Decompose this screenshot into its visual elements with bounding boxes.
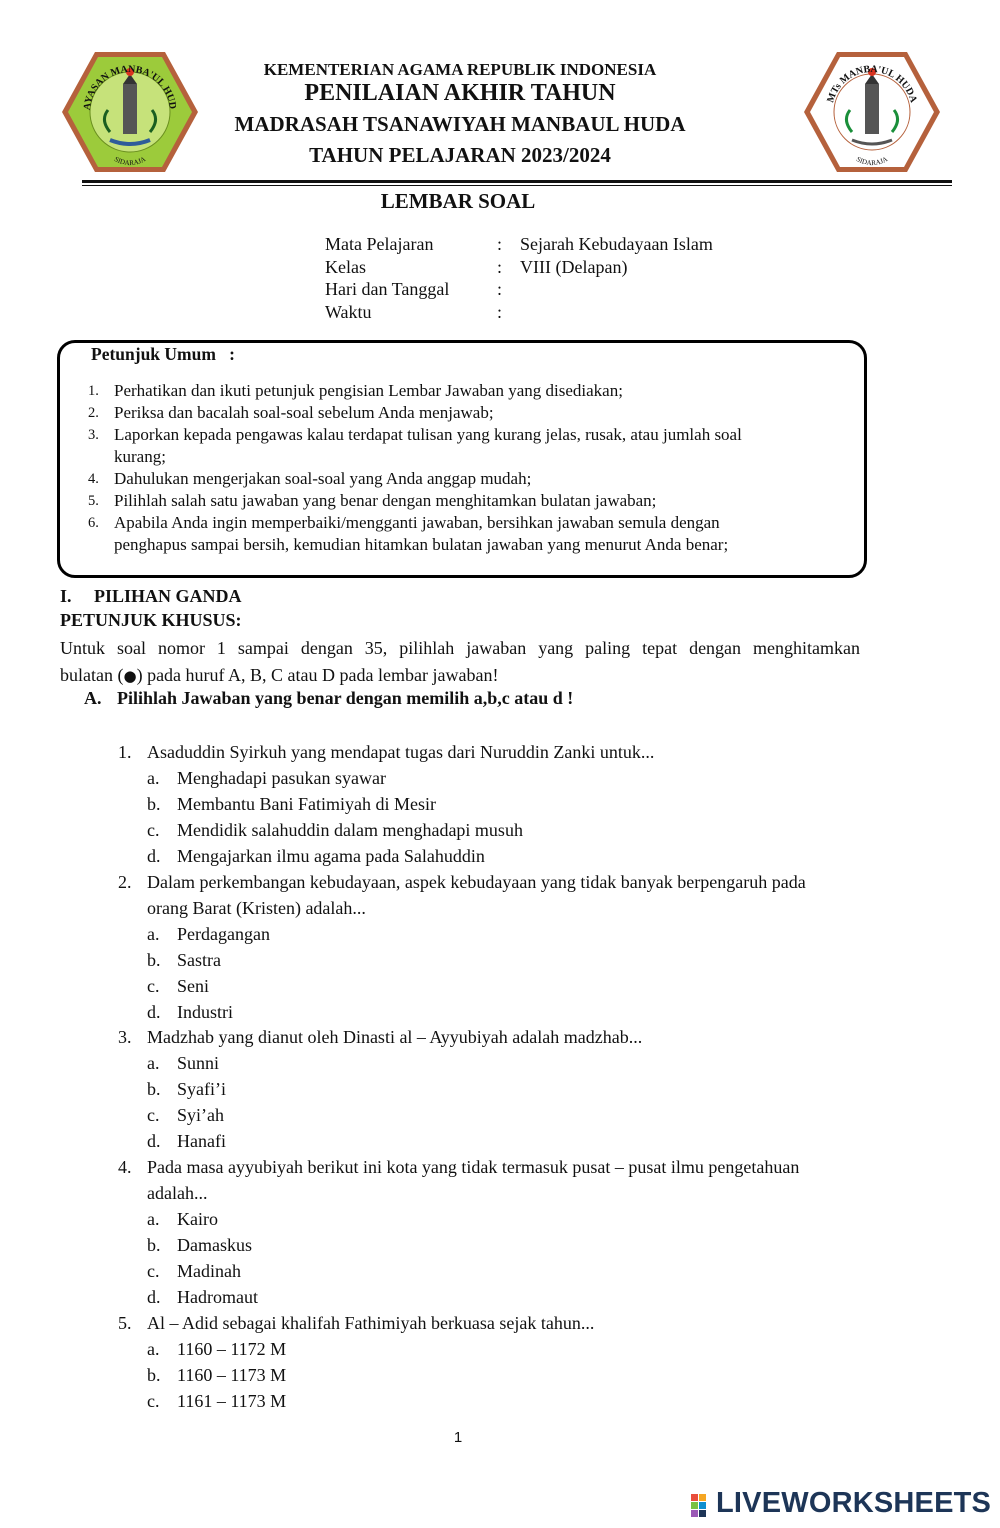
specific-instructions-text [60, 635, 860, 690]
info-separator: : [497, 279, 503, 299]
option-text: Perdagangan [177, 924, 270, 944]
option-text: Industri [177, 1002, 233, 1022]
option-text: Sastra [177, 950, 221, 970]
instructions-text-part: ) pada huruf A, B, C atau D pada lembar jawaban! [136, 665, 499, 685]
list-item [88, 512, 759, 556]
list-text: Laporkan kepada pengawas kalau terdapat tulisan yang kurang jelas, rusak, atau jumlah soal kurang; [114, 425, 742, 466]
answer-option[interactable] [147, 921, 270, 947]
question-number: 4. [118, 1157, 132, 1177]
option-letter: c. [147, 1391, 160, 1411]
answer-option[interactable] [147, 973, 209, 999]
subsection-title: Pilihlah Jawaban yang benar dengan memilih a,b,c atau d ! [117, 688, 574, 708]
answer-option[interactable] [147, 1284, 258, 1310]
option-letter: a. [147, 1053, 160, 1073]
academic-year-heading: TAHUN PELAJARAN 2023/2024 [309, 143, 611, 167]
info-row-subject [325, 233, 713, 256]
header-divider-thick [82, 180, 952, 183]
list-number: 3. [88, 427, 99, 443]
answer-option[interactable] [147, 999, 233, 1025]
option-text: Syafi’i [177, 1079, 226, 1099]
option-letter: b. [147, 1079, 161, 1099]
logo-right-bottom-text: SIDARAJA [854, 155, 890, 168]
answer-option[interactable] [147, 1336, 286, 1362]
answer-option[interactable] [147, 765, 386, 791]
info-row-date [325, 278, 713, 301]
list-item [88, 490, 788, 512]
list-number: 6. [88, 515, 99, 531]
option-text: Madinah [177, 1261, 241, 1281]
answer-option[interactable] [147, 1362, 286, 1388]
option-text: Hanafi [177, 1131, 226, 1151]
question-5 [118, 1310, 878, 1336]
option-text: Hadromaut [177, 1287, 258, 1307]
question-number: 1. [118, 742, 132, 762]
question-number: 3. [118, 1027, 132, 1047]
list-item [88, 424, 754, 468]
specific-instructions-title: PETUNJUK KHUSUS: [60, 610, 242, 630]
school-heading: MADRASAH TSANAWIYAH MANBAUL HUDA [234, 112, 686, 136]
question-text: Pada masa ayyubiyah berikut ini kota yang tidak termasuk pusat – pusat ilmu pengetahuan adalah... [147, 1157, 800, 1203]
option-letter: b. [147, 950, 161, 970]
info-label: Waktu [325, 301, 372, 322]
subsection-heading [84, 688, 573, 709]
list-text: Perhatikan dan ikuti petunjuk pengisian Lembar Jawaban yang disediakan; [114, 381, 623, 400]
section-heading [60, 586, 242, 607]
page-title: LEMBAR SOAL [380, 189, 536, 213]
option-letter: a. [147, 1339, 160, 1359]
logo-left-bottom-text: SIDARAJA [112, 155, 148, 168]
question-number: 5. [118, 1313, 132, 1333]
answer-option[interactable] [147, 843, 485, 869]
liveworksheets-logo-icon [690, 1493, 716, 1519]
answer-option[interactable] [147, 947, 221, 973]
list-number: 1. [88, 383, 99, 399]
instructions-text-part: bulatan ( [60, 665, 124, 685]
option-letter: a. [147, 1209, 160, 1229]
list-number: 4. [88, 471, 99, 487]
info-label: Mata Pelajaran [325, 234, 434, 254]
option-letter: d. [147, 1002, 161, 1022]
liveworksheets-brand: LIVEWORKSHEETS [716, 1487, 992, 1519]
logo-left-top-text: AYASAN MANBA'UL HUD [81, 63, 178, 111]
answer-option[interactable] [147, 1206, 218, 1232]
option-text: Mengajarkan ilmu agama pada Salahuddin [177, 846, 485, 866]
answer-option[interactable] [147, 1128, 226, 1154]
option-letter: c. [147, 1261, 160, 1281]
answer-option[interactable] [147, 791, 436, 817]
list-number: 5. [88, 493, 99, 509]
option-text: 1160 – 1173 M [177, 1365, 287, 1385]
info-separator: : [497, 256, 503, 277]
section-number: I. [60, 586, 72, 606]
option-letter: c. [147, 1105, 160, 1125]
info-separator: : [497, 234, 503, 254]
instructions-line [60, 665, 498, 685]
general-instructions-list [88, 380, 788, 556]
general-instructions-title: Petunjuk Umum : [91, 344, 235, 364]
option-letter: b. [147, 1365, 161, 1385]
list-item [88, 402, 788, 424]
option-text: Seni [177, 976, 210, 996]
info-separator: : [497, 301, 503, 322]
question-text: Al – Adid sebagai khalifah Fathimiyah berkuasa sejak tahun... [147, 1313, 595, 1333]
answer-option[interactable] [147, 1076, 226, 1102]
question-1 [118, 739, 878, 765]
info-row-class [325, 256, 713, 279]
option-letter: d. [147, 846, 161, 866]
info-value: Sejarah Kebudayaan Islam [520, 234, 713, 254]
answer-option[interactable] [147, 1102, 224, 1128]
answer-option[interactable] [147, 1388, 286, 1414]
exam-heading: PENILAIAN AKHIR TAHUN [304, 80, 616, 106]
question-2 [118, 869, 848, 921]
option-letter: d. [147, 1287, 161, 1307]
question-text: Dalam perkembangan kebudayaan, aspek kebudayaan yang tidak banyak berpengaruh pada orang Barat (Kristen) adalah... [147, 872, 806, 918]
option-text: Kairo [177, 1209, 218, 1229]
section-title: PILIHAN GANDA [94, 586, 242, 606]
option-letter: b. [147, 1235, 161, 1255]
option-letter: b. [147, 794, 161, 814]
subsection-letter: A. [84, 688, 102, 708]
option-text: Sunni [177, 1053, 220, 1073]
option-letter: d. [147, 1131, 161, 1151]
option-letter: a. [147, 924, 160, 944]
list-item [88, 468, 788, 490]
list-item [88, 380, 788, 402]
info-row-time [325, 301, 713, 324]
answer-option[interactable] [147, 1232, 252, 1258]
option-text: 1160 – 1172 M [177, 1339, 287, 1359]
option-text: Syi’ah [177, 1105, 224, 1125]
exam-info-table [325, 233, 713, 323]
option-text: 1161 – 1173 M [177, 1391, 287, 1411]
option-letter: a. [147, 768, 160, 788]
question-4 [118, 1154, 863, 1206]
header-divider-thin [82, 185, 952, 186]
question-text: Madzhab yang dianut oleh Dinasti al – Ayyubiyah adalah madzhab... [147, 1027, 643, 1047]
answer-option[interactable] [147, 1258, 241, 1284]
question-text: Asaduddin Syirkuh yang mendapat tugas dari Nuruddin Zanki untuk... [147, 742, 655, 762]
ministry-heading: KEMENTERIAN AGAMA REPUBLIK INDONESIA [263, 60, 657, 79]
list-text: Periksa dan bacalah soal-soal sebelum Anda menjawab; [114, 403, 494, 422]
info-label: Kelas [325, 256, 366, 277]
list-text: Apabila Anda ingin memperbaiki/mengganti jawaban, bersihkan jawaban semula dengan penghapus sampai bersih, kemudian hitamkan bulatan jawaban yang menurut Anda benar; [114, 513, 729, 554]
answer-option[interactable] [147, 817, 523, 843]
question-3 [118, 1024, 878, 1050]
list-text: Dahulukan mengerjakan soal-soal yang Anda anggap mudah; [114, 469, 532, 488]
info-label: Hari dan Tanggal [325, 279, 450, 299]
instructions-line: Untuk soal nomor 1 sampai dengan 35, pilihlah jawaban yang paling tepat dengan menghitamkan [60, 638, 860, 658]
info-value: VIII (Delapan) [520, 256, 628, 277]
question-number: 2. [118, 872, 132, 892]
list-text: Pilihlah salah satu jawaban yang benar dengan menghitamkan bulatan jawaban; [114, 491, 657, 510]
option-text: Membantu Bani Fatimiyah di Mesir [177, 794, 436, 814]
page-number: 1 [453, 1429, 463, 1446]
option-text: Mendidik salahuddin dalam menghadapi musuh [177, 820, 523, 840]
filled-circle-icon: ● [123, 667, 137, 685]
answer-option[interactable] [147, 1050, 219, 1076]
option-letter: c. [147, 820, 160, 840]
logo-right-top-text: MTs MANBA'UL HUDA [825, 63, 919, 105]
option-letter: c. [147, 976, 160, 996]
option-text: Damaskus [177, 1235, 252, 1255]
list-number: 2. [88, 405, 99, 421]
option-text: Menghadapi pasukan syawar [177, 768, 386, 788]
